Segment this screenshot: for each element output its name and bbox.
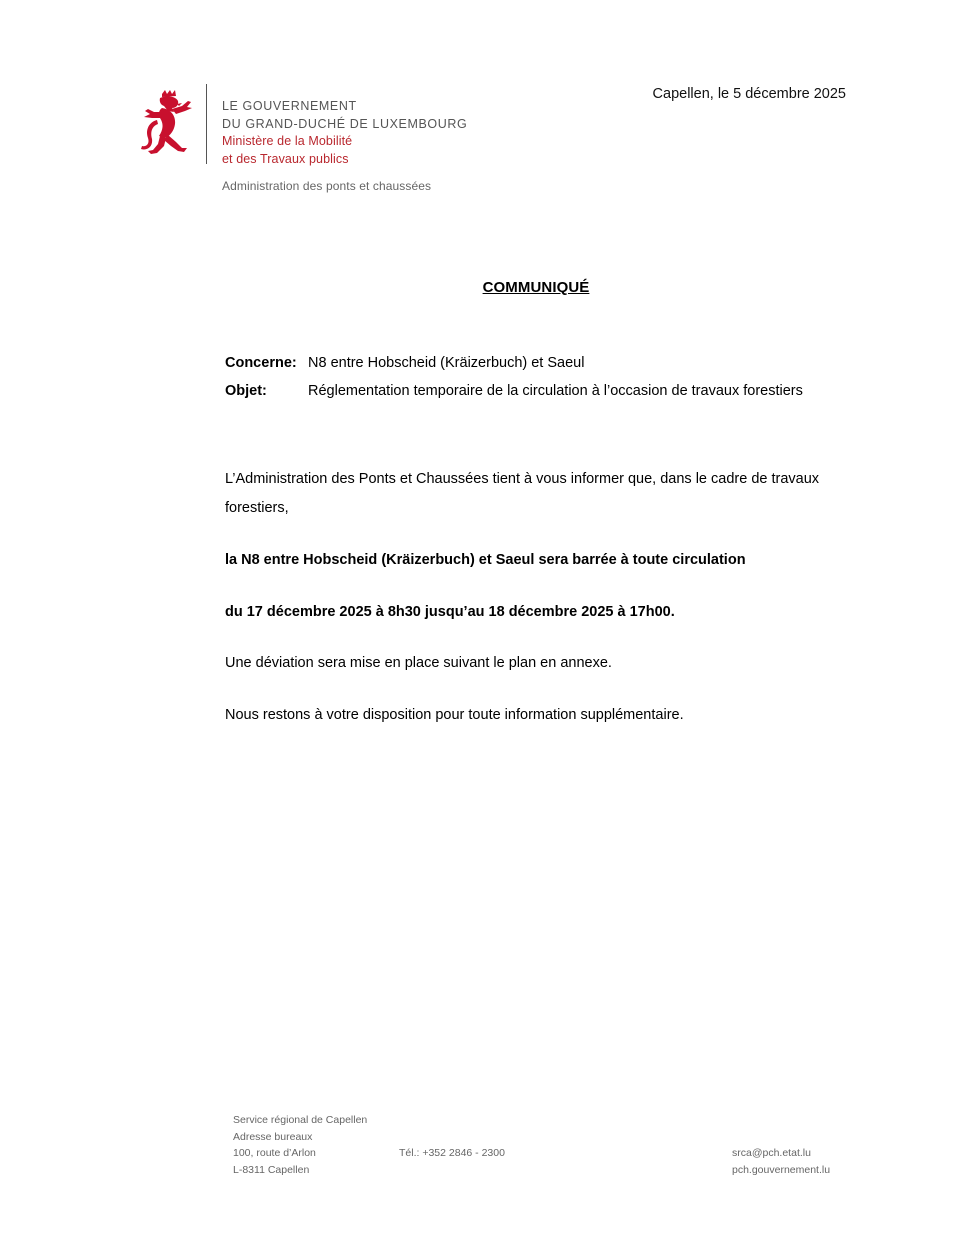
government-line-2: DU GRAND-DUCHÉ DE LUXEMBOURG: [222, 116, 468, 131]
footer-address: [233, 1112, 367, 1178]
footer-street: 100, route d’Arlon: [233, 1147, 316, 1159]
period-paragraph: du 17 décembre 2025 à 8h30 jusqu’au 18 décembre 2025 à 17h00.: [225, 604, 675, 620]
red-lion-emblem-icon: [138, 90, 198, 158]
intro-paragraph: L’Administration des Ponts et Chaussées tient à vous informer que, dans le cadre de travaux forestiers,: [225, 471, 820, 516]
closure-paragraph: la N8 entre Hobscheid (Kräizerbuch) et Saeul sera barrée à toute circulation: [225, 552, 746, 568]
objet-label: Objet:: [225, 383, 267, 399]
objet-value: Réglementation temporaire de la circulation à l’occasion de travaux forestiers: [308, 383, 803, 399]
document-title: COMMUNIQUÉ: [482, 279, 590, 296]
administration-name: Administration des ponts et chaussées: [222, 179, 432, 193]
logo-divider: [206, 84, 207, 164]
government-logo-text: [222, 98, 467, 168]
ministry-line-1: Ministère de la Mobilité: [222, 134, 353, 148]
document-date: Capellen, le 5 décembre 2025: [652, 86, 846, 102]
footer-web: [732, 1145, 830, 1178]
footer-email[interactable]: srca@pch.etat.lu: [732, 1147, 811, 1159]
footer-website[interactable]: pch.gouvernement.lu: [732, 1163, 831, 1176]
ministry-line-2: et des Travaux publics: [222, 151, 349, 166]
concerne-value: N8 entre Hobscheid (Kräizerbuch) et Saeul: [308, 355, 585, 371]
deviation-paragraph: Une déviation sera mise en place suivant le plan en annexe.: [225, 655, 612, 671]
footer-service: Service régional de Capellen: [233, 1114, 368, 1126]
footer-city: L-8311 Capellen: [233, 1163, 310, 1176]
footer-phone: Tél.: +352 2846 - 2300: [399, 1147, 505, 1159]
closing-paragraph: Nous restons à votre disposition pour toute information supplémentaire.: [225, 707, 684, 723]
footer-address-label: Adresse bureaux: [233, 1130, 313, 1143]
concerne-label: Concerne:: [225, 355, 297, 371]
footer-contact: [399, 1145, 505, 1162]
government-line-1: LE GOUVERNEMENT: [222, 99, 357, 113]
